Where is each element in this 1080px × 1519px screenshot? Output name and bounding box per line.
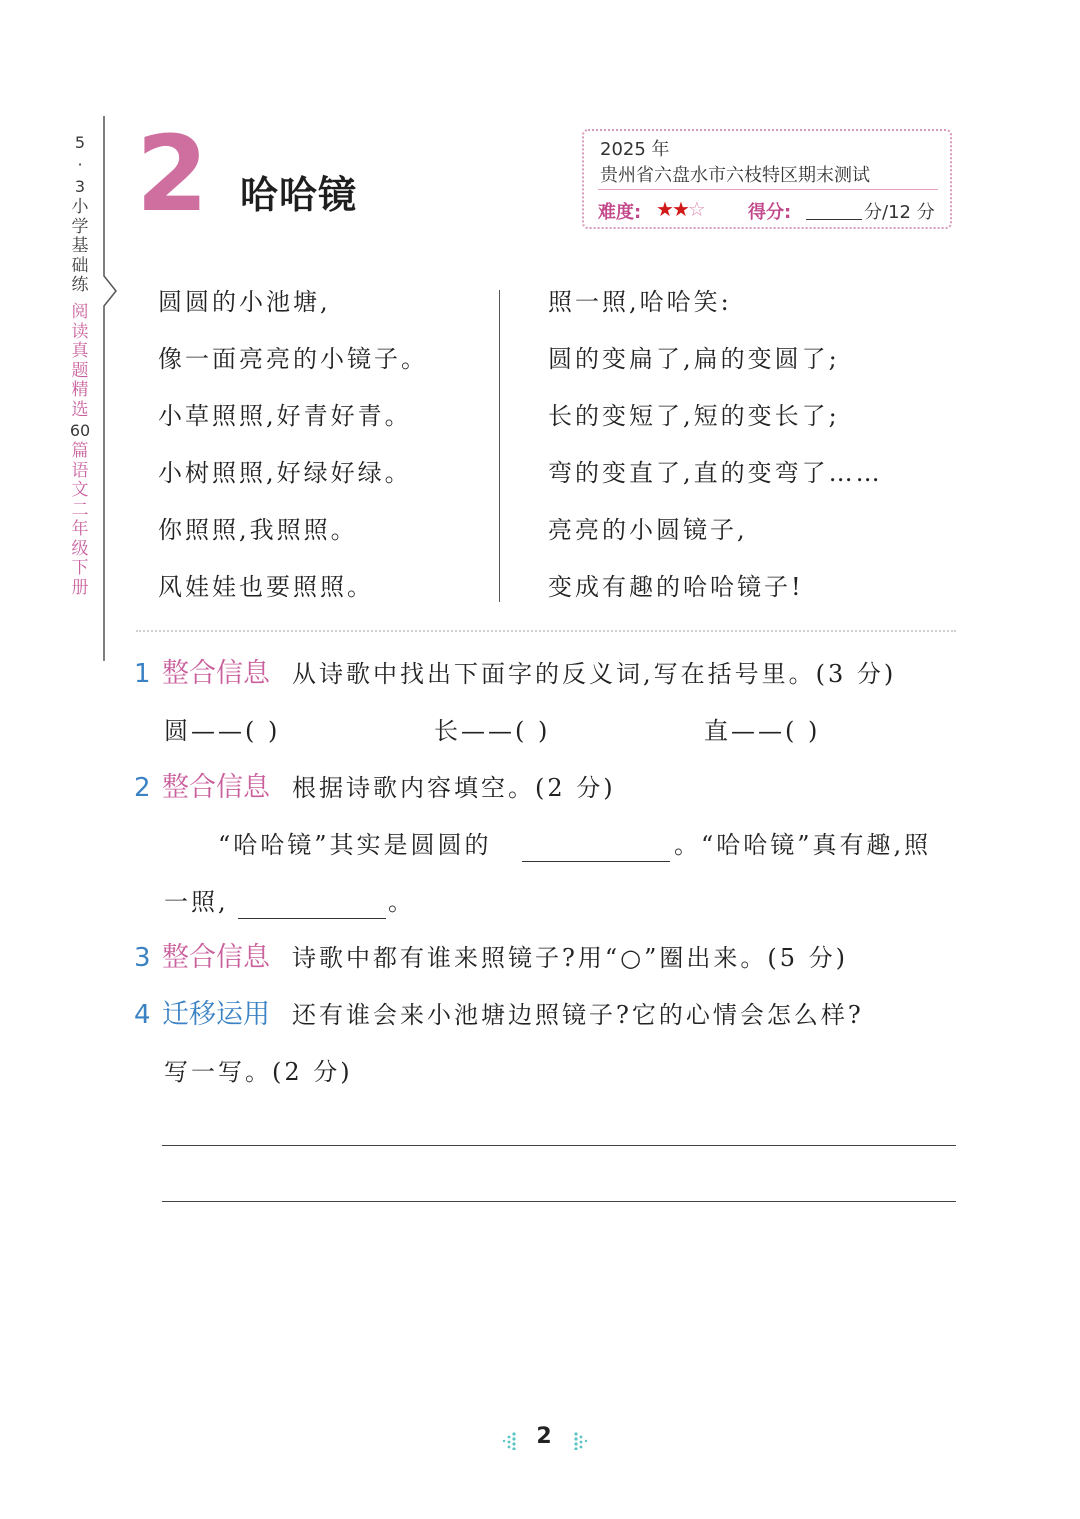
- series-title-char: 文: [71, 480, 89, 500]
- fill-blank-text: “哈哈镜”其实是圆圆的: [218, 831, 492, 859]
- right-ornament-icon: [572, 1432, 590, 1450]
- poem-line: 你照照,我照照。: [158, 516, 358, 544]
- series-title-char: 真: [71, 341, 89, 361]
- series-title-char: 础: [71, 255, 89, 276]
- poem-line: 变成有趣的哈哈镜子!: [548, 573, 804, 601]
- question-4-number: 4: [134, 1000, 151, 1030]
- series-title-char: 精: [71, 380, 89, 400]
- series-title-top: [66, 132, 94, 296]
- poem-line: 圆圆的小池塘,: [158, 288, 331, 316]
- series-title-char: ·: [77, 155, 83, 174]
- series-title-char: 学: [71, 216, 89, 237]
- star-filled-icon: ★: [656, 197, 672, 221]
- series-title-char: 册: [71, 577, 89, 598]
- difficulty-stars: [656, 197, 704, 221]
- antonym-item-round[interactable]: 圆——( ): [164, 717, 281, 745]
- fill-blank-text: 。“哈哈镜”真有趣,照: [674, 831, 932, 859]
- poem-line: 圆的变扁了,扁的变圆了;: [548, 345, 840, 373]
- antonym-item-straight[interactable]: 直——( ): [704, 717, 821, 745]
- side-bracket-line: [96, 116, 122, 676]
- poem-line: 小草照照,好青好青。: [158, 402, 412, 430]
- question-4-text: 还有谁会来小池塘边照镜子?它的心情会怎么样?: [292, 1001, 864, 1029]
- series-title-char: 基: [71, 236, 89, 256]
- series-title-char: 篇: [71, 441, 89, 461]
- fill-blank-text: 。: [388, 888, 415, 916]
- series-title-char: 年: [71, 519, 89, 539]
- fill-blank-2[interactable]: [238, 918, 386, 919]
- question-2-tag: 整合信息: [162, 772, 270, 803]
- score-label: 得分:: [748, 202, 792, 223]
- exam-name: 贵州省六盘水市六枝特区期末测试: [600, 165, 870, 186]
- series-title-char: 题: [71, 360, 89, 381]
- series-title-char: 选: [71, 399, 89, 420]
- series-title-char: 二: [71, 499, 89, 520]
- section-separator: [136, 630, 956, 632]
- poem-column-divider: [499, 290, 500, 602]
- question-4-text-cont: 写一写。(2 分): [164, 1058, 353, 1086]
- lesson-number: 2: [136, 113, 209, 235]
- series-title-char: 下: [71, 558, 89, 578]
- exam-info-box: [582, 129, 952, 229]
- question-3-tag: 整合信息: [162, 942, 270, 973]
- series-title-char: 读: [71, 321, 89, 342]
- left-ornament-icon: [500, 1432, 518, 1450]
- score-total: 分/12 分: [864, 202, 935, 223]
- poem-line: 小树照照,好绿好绿。: [158, 459, 412, 487]
- question-1-tag: 整合信息: [162, 658, 270, 689]
- series-title-char: 级: [71, 538, 89, 559]
- star-empty-icon: ☆: [687, 197, 704, 221]
- poem-line: 亮亮的小圆镜子,: [548, 516, 748, 544]
- info-divider: [598, 189, 938, 190]
- question-4-tag: 迁移运用: [162, 999, 270, 1030]
- poem-line: 照一照,哈哈笑:: [548, 288, 732, 316]
- question-3-number: 3: [134, 943, 151, 973]
- exam-year: 2025 年: [600, 139, 670, 160]
- answer-line[interactable]: [162, 1201, 956, 1202]
- poem-line: 风娃娃也要照照。: [158, 573, 374, 601]
- antonym-item-long[interactable]: 长——( ): [434, 717, 551, 745]
- poem-line: 长的变短了,短的变长了;: [548, 402, 840, 430]
- fill-blank-1[interactable]: [522, 861, 670, 862]
- question-3-text: 诗歌中都有谁来照镜子?用“○”圈出来。(5 分): [292, 944, 848, 972]
- page-number: 2: [536, 1424, 552, 1449]
- series-title-char: 60: [69, 421, 91, 440]
- question-1-number: 1: [134, 659, 151, 689]
- poem-line: 弯的变直了,直的变弯了……: [548, 459, 883, 487]
- question-2-number: 2: [134, 773, 151, 803]
- series-title-bottom: [66, 303, 94, 598]
- lesson-title: 哈哈镜: [240, 173, 358, 217]
- series-title-char: 练: [71, 275, 89, 295]
- score-blank[interactable]: [806, 219, 862, 220]
- difficulty-label: 难度:: [598, 202, 642, 223]
- series-title-char: 语: [71, 460, 89, 481]
- answer-line[interactable]: [162, 1145, 956, 1146]
- poem-line: 像一面亮亮的小镜子。: [158, 345, 428, 373]
- series-title-char: 阅: [71, 302, 89, 322]
- fill-blank-text: 一照,: [164, 888, 229, 916]
- series-title-char: 小: [71, 197, 89, 217]
- question-2-text: 根据诗歌内容填空。(2 分): [292, 774, 616, 802]
- series-title-char: 5: [74, 133, 86, 152]
- question-1-text: 从诗歌中找出下面字的反义词,写在括号里。(3 分): [292, 660, 897, 688]
- star-filled-icon: ★: [671, 197, 688, 221]
- series-title-char: 3: [74, 177, 86, 196]
